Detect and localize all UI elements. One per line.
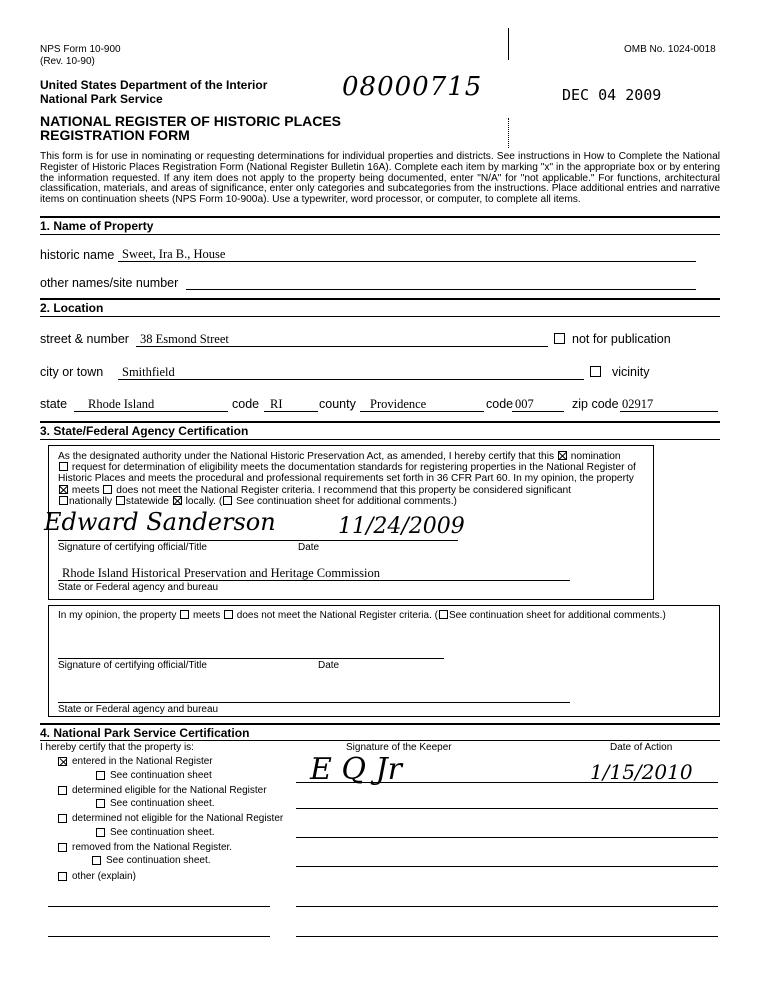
state-field-line[interactable] bbox=[74, 411, 228, 412]
eligible-label: determined eligible for the National Register bbox=[72, 785, 267, 796]
section-rule bbox=[40, 216, 720, 218]
cert-para2: request for determination of eligibility meets the documentation standards for registering properties in the National Register of Historic Places and meets the procedural and professional requirements set forth in 36 CFR Part 60. In my opinion, the property bbox=[58, 462, 636, 485]
state-certification-text bbox=[58, 451, 648, 507]
form-title-line2: REGISTRATION FORM bbox=[40, 127, 190, 143]
stamp-mark bbox=[508, 118, 509, 148]
other-names-label: other names/site number bbox=[40, 276, 179, 290]
county-field-line[interactable] bbox=[360, 411, 484, 412]
form-instructions: This form is for use in nominating or requesting determinations for individual properties and districts. See instructions in How to Complete the National Register of Historic Places Registration Form (National Register Bulletin 16A). Complete each item by marking "x" in the appropriate box or by entering the information requested. If any item does not apply to the property being documented, enter "N/A" for "not applicable." For functions, architectural classification, materials, and areas of significance, enter only categories and subcategories from the instructions. Place additional entries and narrative items on continuation sheets (NPS Form 10-900a). Use a typewriter, word processor, or computer, to complete all items. bbox=[40, 151, 720, 206]
street-number-value: 38 Esmond Street bbox=[140, 332, 229, 346]
form-title-line1: NATIONAL REGISTER OF HISTORIC PLACES bbox=[40, 113, 342, 129]
keeper-line-4[interactable] bbox=[296, 866, 718, 867]
opinion-does-not-meet-label: does not meet the National Register criteria. ( bbox=[236, 610, 438, 621]
county-label: county bbox=[319, 397, 356, 411]
removed-label: removed from the National Register. bbox=[72, 842, 233, 853]
keeper-line-3[interactable] bbox=[296, 837, 718, 838]
locally-checkbox[interactable] bbox=[173, 496, 182, 505]
removed-continuation-label: See continuation sheet. bbox=[106, 855, 211, 866]
county-code-value: 007 bbox=[515, 397, 534, 411]
agency-label: State or Federal agency and bureau bbox=[58, 582, 219, 593]
date-of-action-value: 1/15/2010 bbox=[590, 760, 693, 784]
city-field-line[interactable] bbox=[118, 379, 584, 380]
section1-heading: 1. Name of Property bbox=[40, 219, 154, 233]
signature-label-2: Signature of certifying official/Title bbox=[58, 660, 207, 671]
section-rule bbox=[40, 421, 720, 423]
zip-value: 02917 bbox=[622, 397, 654, 411]
nomination-label: nomination bbox=[570, 451, 621, 462]
section-rule bbox=[40, 234, 720, 235]
removed-checkbox[interactable] bbox=[58, 843, 67, 852]
section2-heading: 2. Location bbox=[40, 301, 104, 315]
section-rule bbox=[40, 723, 720, 725]
continuation-label: See continuation sheet for additional comments.) bbox=[236, 495, 457, 507]
city-label: city or town bbox=[40, 365, 104, 379]
section-rule bbox=[40, 439, 720, 440]
form-revision: (Rev. 10-90) bbox=[40, 56, 95, 67]
signature-line[interactable] bbox=[58, 540, 458, 541]
agency-line-2[interactable] bbox=[58, 702, 570, 703]
eligible-continuation-checkbox[interactable] bbox=[96, 799, 105, 808]
meets-label: meets bbox=[71, 484, 100, 496]
agency-value: Rhode Island Historical Preservation and Heritage Commission bbox=[62, 566, 380, 580]
entered-continuation-label: See continuation sheet bbox=[110, 770, 212, 781]
date-of-action-label: Date of Action bbox=[610, 742, 673, 753]
request-determination-checkbox[interactable] bbox=[59, 462, 68, 471]
city-value: Smithfield bbox=[122, 365, 175, 379]
zip-label: zip code bbox=[572, 397, 619, 411]
street-field-line[interactable] bbox=[136, 346, 548, 347]
nomination-checkbox[interactable] bbox=[558, 451, 567, 460]
zip-field-line[interactable] bbox=[620, 411, 718, 412]
opinion-continuation-label: See continuation sheet for additional comments.) bbox=[448, 610, 666, 621]
stamp-mark bbox=[508, 28, 509, 60]
entered-continuation-checkbox[interactable] bbox=[96, 771, 105, 780]
county-code-label: code bbox=[486, 397, 514, 411]
eligible-continuation-label: See continuation sheet. bbox=[110, 798, 215, 809]
date-label: Date bbox=[298, 542, 320, 553]
not-for-publication-checkbox[interactable] bbox=[554, 333, 565, 344]
other-checkbox[interactable] bbox=[58, 872, 67, 881]
keeper-signature: E Q Jr bbox=[310, 752, 402, 787]
keeper-line-6[interactable] bbox=[296, 936, 718, 937]
street-number-label: street & number bbox=[40, 332, 129, 346]
nationally-label: nationally bbox=[69, 495, 113, 507]
county-code-field-line[interactable] bbox=[512, 411, 564, 412]
removed-continuation-checkbox[interactable] bbox=[92, 856, 101, 865]
section4-heading: 4. National Park Service Certification bbox=[40, 726, 250, 740]
opinion-a: In my opinion, the property bbox=[58, 610, 177, 621]
certify-statement: I hereby certify that the property is: bbox=[40, 742, 194, 753]
entered-label: entered in the National Register bbox=[72, 756, 213, 767]
state-code-field-line[interactable] bbox=[264, 411, 318, 412]
entered-checkbox[interactable] bbox=[58, 757, 67, 766]
certifying-official-signature: Edward Sanderson bbox=[44, 508, 276, 536]
not-for-publication-label: not for publication bbox=[572, 332, 671, 346]
section-rule bbox=[40, 740, 720, 741]
keeper-line-2[interactable] bbox=[296, 808, 718, 809]
section3-heading: 3. State/Federal Agency Certification bbox=[40, 424, 249, 438]
opinion-does-not-meet-checkbox[interactable] bbox=[224, 610, 233, 619]
signature-label: Signature of certifying official/Title bbox=[58, 542, 207, 553]
agency-label-2: State or Federal agency and bureau bbox=[58, 704, 219, 715]
not-eligible-label: determined not eligible for the National Register bbox=[72, 813, 284, 824]
continuation-sheet-checkbox[interactable] bbox=[223, 496, 232, 505]
state-label: state bbox=[40, 397, 68, 411]
other-label: other (explain) bbox=[72, 871, 136, 882]
signature-line-2[interactable] bbox=[58, 658, 444, 659]
opinion-continuation-checkbox[interactable] bbox=[439, 610, 448, 619]
meets-checkbox[interactable] bbox=[59, 485, 68, 494]
agency-line[interactable] bbox=[58, 580, 570, 581]
historic-name-label: historic name bbox=[40, 248, 115, 262]
locally-label: locally. ( bbox=[185, 495, 223, 507]
nationally-checkbox[interactable] bbox=[59, 496, 68, 505]
service-name: National Park Service bbox=[40, 92, 163, 106]
state-value: Rhode Island bbox=[88, 397, 155, 411]
form-number: NPS Form 10-900 bbox=[40, 44, 121, 55]
section-rule bbox=[40, 298, 720, 300]
omb-number: OMB No. 1024-0018 bbox=[624, 44, 716, 55]
state-code-label: code bbox=[232, 397, 260, 411]
section-rule bbox=[40, 316, 720, 317]
statewide-label: statewide bbox=[125, 495, 169, 507]
received-date-stamp: DEC 04 2009 bbox=[562, 86, 662, 104]
not-eligible-continuation-checkbox[interactable] bbox=[96, 828, 105, 837]
opinion-text bbox=[58, 610, 666, 622]
state-code-value: RI bbox=[270, 397, 283, 411]
opinion-meets-checkbox[interactable] bbox=[180, 610, 189, 619]
historic-name-value: Sweet, Ira B., House bbox=[122, 247, 226, 261]
does-not-meet-checkbox[interactable] bbox=[103, 485, 112, 494]
other-names-field-line[interactable] bbox=[186, 289, 696, 290]
historic-name-field-line[interactable] bbox=[118, 261, 696, 262]
certification-date-handwritten: 11/24/2009 bbox=[338, 514, 465, 539]
statewide-checkbox[interactable] bbox=[116, 496, 125, 505]
does-not-meet-label: does not meet the National Register criteria. I recommend that this property be considered significant bbox=[116, 484, 571, 496]
date-label-2: Date bbox=[318, 660, 340, 671]
opinion-meets-label: meets bbox=[192, 610, 221, 621]
explain-line-1[interactable] bbox=[48, 906, 270, 907]
keeper-line-1[interactable] bbox=[296, 782, 718, 783]
not-eligible-checkbox[interactable] bbox=[58, 814, 67, 823]
eligible-checkbox[interactable] bbox=[58, 786, 67, 795]
vicinity-checkbox[interactable] bbox=[590, 366, 601, 377]
keeper-line-5[interactable] bbox=[296, 906, 718, 907]
explain-line-2[interactable] bbox=[48, 936, 270, 937]
cert-para1: As the designated authority under the National Historic Preservation Act, as amended, I hereby certify that this bbox=[58, 451, 555, 462]
handwritten-reference-number: 08000715 bbox=[342, 72, 483, 102]
keeper-signature-label: Signature of the Keeper bbox=[346, 742, 452, 753]
county-value: Providence bbox=[370, 397, 427, 411]
not-eligible-continuation-label: See continuation sheet. bbox=[110, 827, 215, 838]
vicinity-label: vicinity bbox=[612, 365, 650, 379]
department-name: United States Department of the Interior bbox=[40, 78, 268, 92]
